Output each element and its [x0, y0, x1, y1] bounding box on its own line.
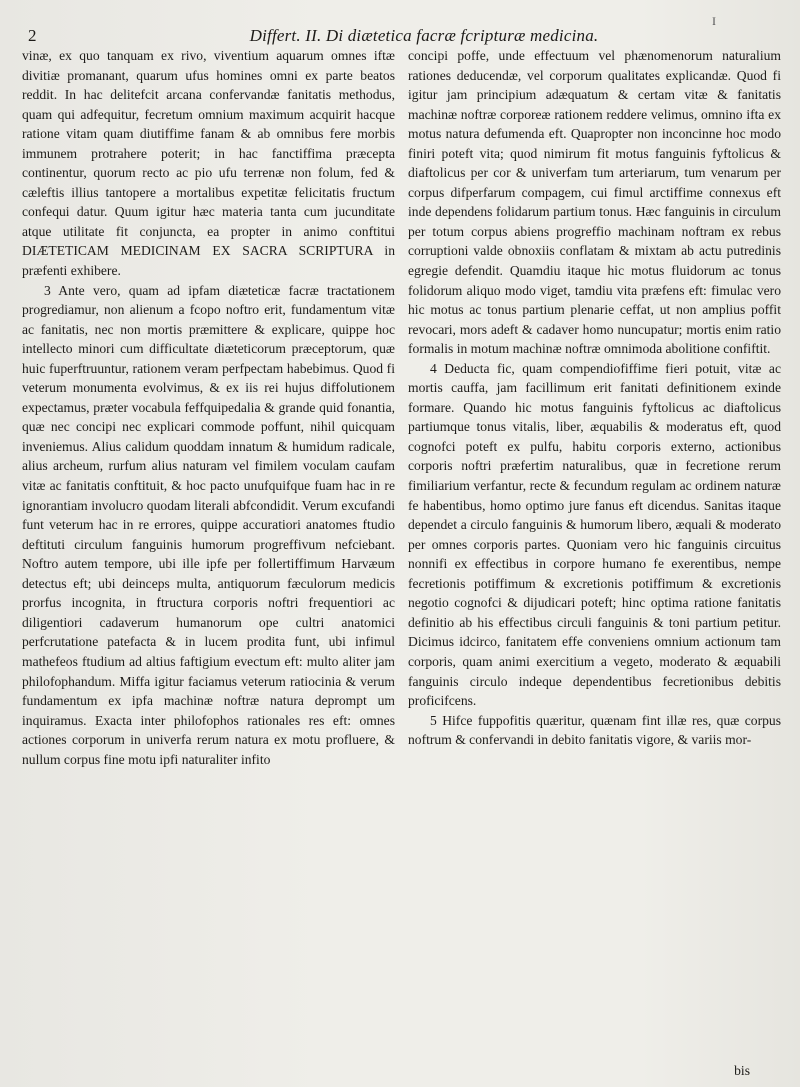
right-paragraph-2: 4 Deducta fic, quam compendiofiffime fieri potuit, vitæ ac mortis cauffa, jam facillimum erit fanitati definitionem exinde formare. Quando hic motus fanguinis fyftolicus ac diaftolicus partiumque tonus vitalis, liber, æquabilis & moderatus eft, quod cognofci poteft ex pulfu, habitu corporis externo, actionibus corporis noftri præfertim naturalibus, quæ in fecretione rerum fimiliarium verfantur, recte & fecundum regulam ac ordinem naturæ fe habentibus, homo optimo jure fanus eft dicendus. Sanitas itaque dependet a circulo fanguinis & humorum libero, æquali & moderato per omnes corporis partes. Quoniam vero hic fanguinis circuitus nonnifi ex effectibus in corpore humano fe exerentibus, nempe fecretionis potiffimum & excretionis potiffimum & excretionis negotio cognofci & dijudicari poteft; hinc optima ratione fanitatis definitio ab his effectibus circuli fanguinis & toni partium petitur. Dicimus idcirco, fanitatem effe conveniens omnium actionum tam corporis, quam animi exercitium a vegeto, moderato & æquabili fanguinis circulo indeque dependentibus fecretionibus debitis proficifcens.	[408, 360, 781, 709]
left-paragraph-2: 3 Ante vero, quam ad ipfam diæteticæ facræ tractationem progrediamur, non alienum a fcopo noftro erit, fundamentum vitæ ac fanitatis, nec non mortis præmittere & explicare, quippe hoc intellecto minori cum difficultate diæteticorum præceptorum, quæ huic fuperftruuntur, rationem veram perfpectam habebimus. Quod fi veterum monumenta evolvimus, & ex iis rei hujus diffolutionem expectamus, præter vocabula feffquipedalia & grande quid fonantia, quæ nec concipi nec explicari commode poffunt, nihil quicquam inveniemus. Alius calidum quoddam innatum & humidum radicale, alius archeum, rurfum alius naturam vel fimilem voculam caufam vitæ ac fanitatis conftituit, & hoc pacto unufquifque fuam hac in re ignorantiam involucro quodam literali abfcondidit. Verum excufandi funt veterum hac in re errores, quippe accuratiori anatomes ftudio deftituti circulum fanguinis humorum progreffivum nefciebant. Noftro autem tempore, ubi ille ipfe per follertiffimum Harvæum detectus eft; ubi deinceps multa, antiquorum fæculorum medicis prorfus incognita, in ftructura corporis noftri frequentiori ac diligentiori cadaverum humanorum ope cultri anatomici perfcrutatione patefacta & in lucem prodita funt, ubi infimul mathefeos ftudium ad altius faftigium evectum eft: multo aliter jam philofophandum. Miffa igitur faciamus veterum ratiocinia & verum fundamentum ex ipfa machinæ noftræ natura deprompt um inquiramus. Exacta inter philofophos rationales res eft: omnes actiones corporum in univerfa rerum natura ex motu profluere, & nullum corpus fine motu ipfi naturaliter infito	[22, 282, 395, 767]
right-column	[408, 46, 781, 1076]
text-columns	[22, 46, 782, 1076]
right-paragraph-3: 5 Hifce fuppofitis quæritur, quænam fint illæ res, quæ corpus noftrum & confervandi in debito fanitatis vigore, & variis mor-	[408, 712, 781, 748]
right-paragraph-1: concipi poffe, unde effectuum vel phænomenorum naturalium rationes deducendæ, vel corporum qualitates explicandæ. Quod fi igitur jam principium adæquatum & certam vitæ & fanitatis machinæ noftræ corporeæ rationem reddere velimus, omnino ifta ex motus natura defumenda eft. Quapropter non inconcinne hoc modo finiri poteft vita; quod nimirum fit motus fanguinis fyftolicus & diaftolicus per cor & univerfam tum arteriarum, tum venarum per corpus difperfarum compagem, cui fimul arctiffime connexus eft inde dependens folidarum partium tonus. Hæc fanguinis in circulum per totum corpus abiens progreffio machinam noftram ex rebus corruptioni valde obnoxiis conflatam & mixtam ab actu putredinis egregie defendit. Quamdiu itaque hic motus fluidorum ac tonus folidorum aliquo modo viget, tamdiu vita præfens eft: fimulac vero hic motus ac tonus partium plenarie ceffat, ut non amplius poffit revocari, mors adeft & cadaver homo nuncupatur; mortis enim ratio formalis in motum machinæ noftræ omnimoda abolitione confiftit.	[408, 48, 781, 357]
running-title: Differt. II. Di diætetica facræ fcripturæ medicina.	[249, 26, 599, 45]
catchword: bis	[734, 1063, 750, 1078]
page-mark: I	[712, 14, 716, 28]
left-paragraph-1: vinæ, ex quo tanquam ex rivo, viventium aquarum omnes iftæ divitiæ promanant, quarum ufus homines omni ex parte beatos reddit. In hac delitefcit arcana confervandæ fanitatis methodus, quam qui adfequitur, fecretum omnium maximum acquirit hacque ratione vitam quam diutiffime fanam & ab omnibus fere morbis immunem protrahere poterit; in hac fanctiffima præcepta continentur, quorum recto ac pio ufu terrenæ non folum, fed & cæleftis illius tantopere a mortalibus expetitæ felicitatis fructum confequi datur. Quum igitur hæc materia tanta cum jucunditate atque utilitate fit conjuncta, ea propter in animo conftitui DIÆTETICAM MEDICINAM EX SACRA SCRIPTURA in præfenti exhibere.	[22, 48, 395, 279]
page-number: 2	[28, 26, 37, 45]
page-header	[24, 14, 776, 44]
left-column	[22, 46, 395, 1076]
